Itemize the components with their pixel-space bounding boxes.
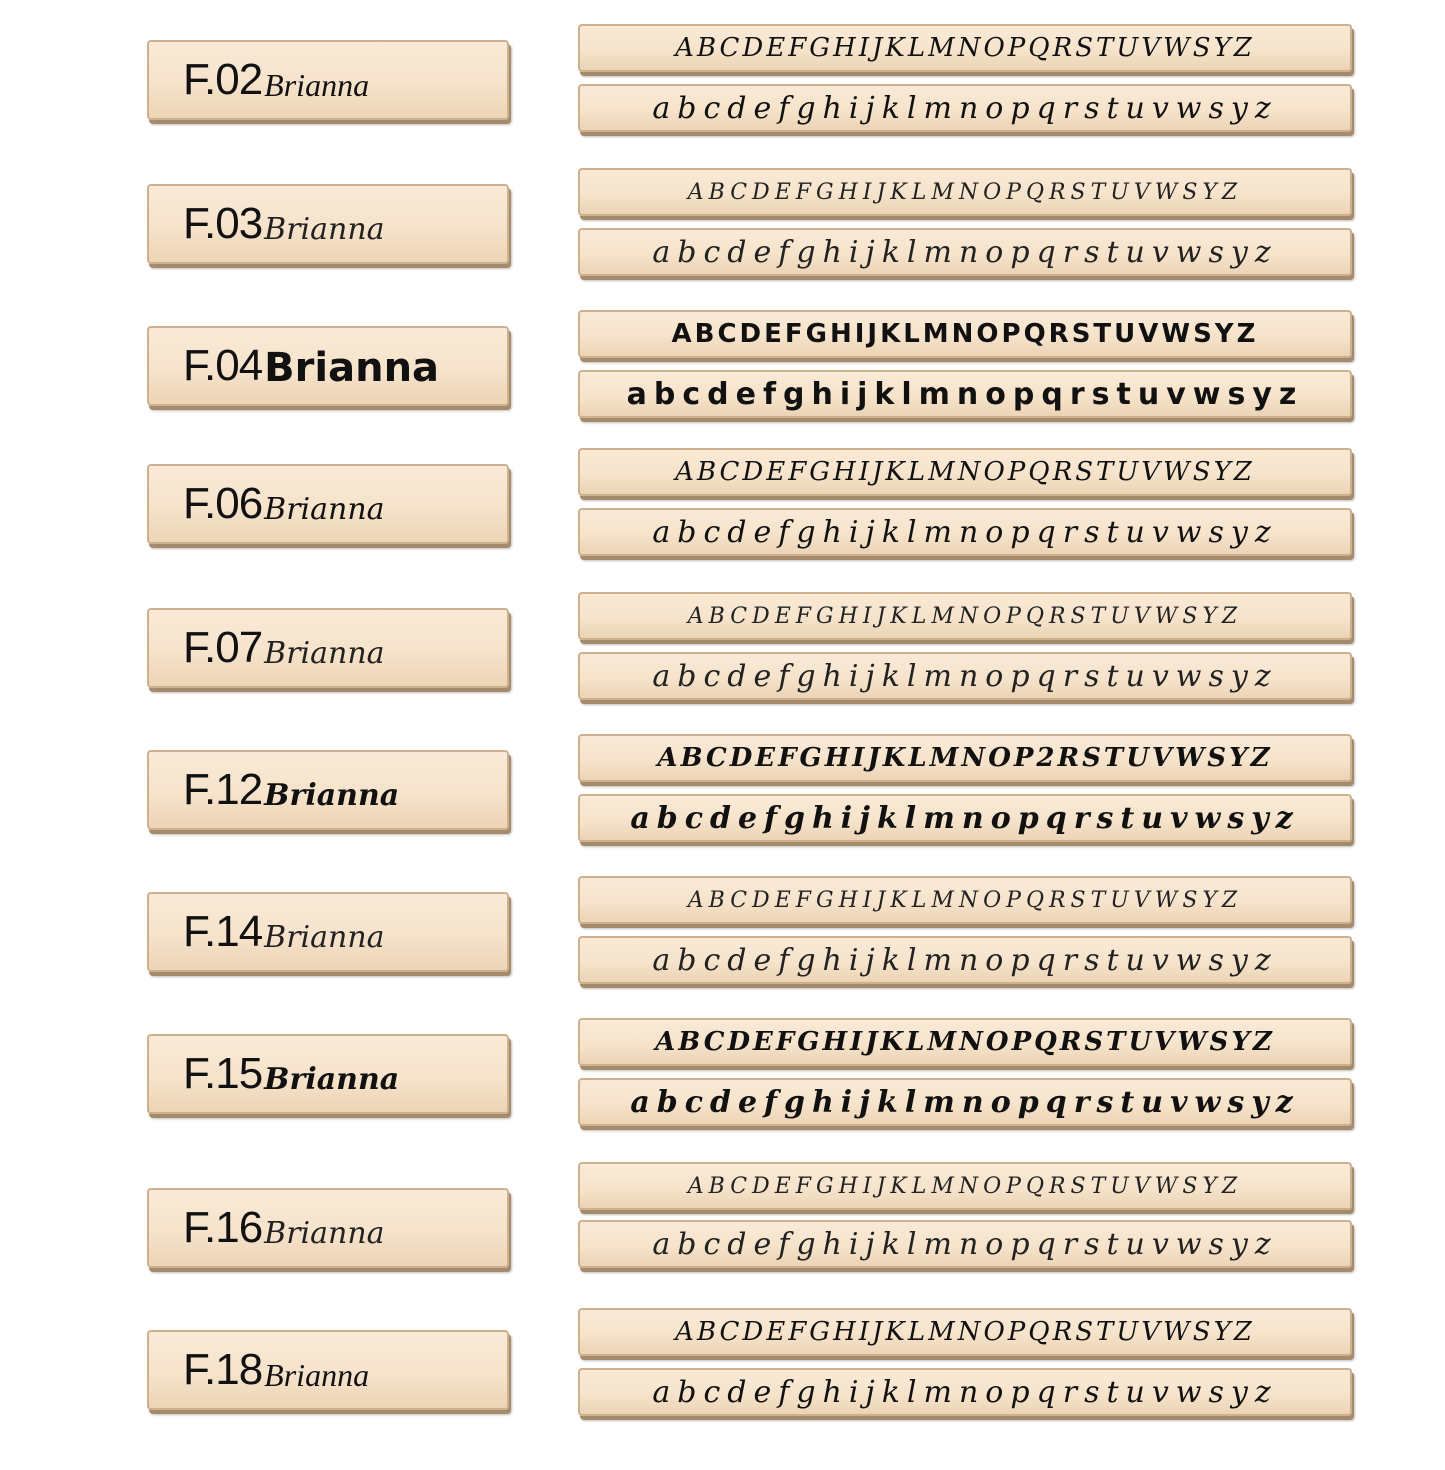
lowercase-strip <box>578 1368 1352 1416</box>
name-sample: Brianna <box>264 211 385 247</box>
lowercase-strip <box>578 508 1352 556</box>
lowercase-alphabet: abcdefghijklmnopqrstuvwsyz <box>652 658 1278 694</box>
font-option-f16[interactable] <box>0 1173 1445 1328</box>
uppercase-alphabet: ABCDEFGHIJKLMNOPQRSTUVWSYZ <box>675 33 1255 63</box>
font-code: F.14 <box>183 907 263 956</box>
name-preview-plate[interactable] <box>147 608 509 688</box>
lowercase-strip <box>578 370 1352 418</box>
name-sample: Brianna <box>264 491 385 527</box>
uppercase-strip <box>578 1018 1352 1066</box>
font-code: F.15 <box>183 1049 263 1098</box>
lowercase-alphabet: abcdefghijklmnopqrstuvwsyz <box>652 234 1278 270</box>
uppercase-alphabet: ABCDEFGHIJKLMNOPQRSTUVWSYZ <box>687 179 1243 205</box>
uppercase-strip <box>578 734 1352 782</box>
lowercase-strip <box>578 1220 1352 1268</box>
font-option-f03[interactable] <box>0 179 1445 324</box>
name-sample: Brianna <box>264 919 385 955</box>
uppercase-alphabet: ABCDEFGHIJKLMNOPQRSTUVWSYZ <box>671 319 1259 349</box>
font-code: F.07 <box>183 623 263 672</box>
font-option-f18[interactable] <box>0 1317 1445 1470</box>
lowercase-strip <box>578 936 1352 984</box>
uppercase-alphabet: ABCDEFGHIJKLMNOPQRSTUVWSYZ <box>687 603 1243 629</box>
font-option-f02[interactable] <box>0 33 1445 180</box>
font-option-f04[interactable] <box>0 319 1445 466</box>
font-code: F.12 <box>183 765 263 814</box>
uppercase-alphabet: ABCDEFGHIJKLMNOPQRSTUVWSYZ <box>687 887 1243 913</box>
name-sample: Brianna <box>264 1356 370 1393</box>
name-sample: Brianna <box>264 1215 385 1251</box>
font-option-f06[interactable] <box>0 457 1445 604</box>
name-preview-plate[interactable] <box>147 184 509 264</box>
uppercase-strip <box>578 876 1352 924</box>
font-code: F.18 <box>183 1345 263 1394</box>
uppercase-strip <box>578 592 1352 640</box>
font-code: F.03 <box>183 199 263 248</box>
lowercase-strip <box>578 1078 1352 1126</box>
lowercase-alphabet: abcdefghijklmnopqrstuvwsyz <box>652 90 1278 126</box>
name-preview-plate[interactable] <box>147 326 509 406</box>
uppercase-strip <box>578 448 1352 496</box>
font-option-f12[interactable] <box>0 743 1445 890</box>
lowercase-strip <box>578 652 1352 700</box>
name-sample: Brianna <box>264 635 385 671</box>
name-sample: Brianna <box>264 345 440 391</box>
uppercase-alphabet: ABCDEFGHIJKLMNOP2RSTUVWSYZ <box>657 743 1273 773</box>
name-preview-plate[interactable] <box>147 1034 509 1114</box>
font-option-f14[interactable] <box>0 887 1445 1032</box>
name-preview-plate[interactable] <box>147 464 509 544</box>
lowercase-alphabet: abcdefghijklmnopqrstuvwsyz <box>630 800 1300 836</box>
lowercase-alphabet: abcdefghijklmnopqrstuvwsyz <box>652 514 1278 550</box>
name-preview-plate[interactable] <box>147 1188 509 1268</box>
lowercase-alphabet: abcdefghijklmnopqrstuvwsyz <box>630 1084 1300 1120</box>
name-sample: Brianna <box>264 777 400 813</box>
font-code: F.02 <box>183 55 263 104</box>
lowercase-alphabet: abcdefghijklmnopqrstuvwsyz <box>652 1226 1278 1262</box>
lowercase-alphabet: abcdefghijklmnopqrstuvwsyz <box>652 942 1278 978</box>
uppercase-alphabet: ABCDEFGHIJKLMNOPQRSTUVWSYZ <box>675 457 1255 487</box>
uppercase-strip <box>578 1162 1352 1210</box>
lowercase-strip <box>578 84 1352 132</box>
uppercase-strip <box>578 1308 1352 1356</box>
name-sample: Brianna <box>264 1061 400 1097</box>
uppercase-strip <box>578 168 1352 216</box>
name-preview-plate[interactable] <box>147 1330 509 1410</box>
uppercase-strip <box>578 310 1352 358</box>
lowercase-alphabet: abcdefghijklmnopqrstuvwsyz <box>626 376 1304 412</box>
lowercase-alphabet: abcdefghijklmnopqrstuvwsyz <box>652 1374 1278 1410</box>
lowercase-strip <box>578 794 1352 842</box>
font-code: F.16 <box>183 1203 263 1252</box>
name-preview-plate[interactable] <box>147 40 509 120</box>
uppercase-strip <box>578 24 1352 72</box>
font-option-f15[interactable] <box>0 1027 1445 1174</box>
name-preview-plate[interactable] <box>147 750 509 830</box>
uppercase-alphabet: ABCDEFGHIJKLMNOPQRSTUVWSYZ <box>655 1027 1275 1057</box>
font-code: F.06 <box>183 479 263 528</box>
name-sample: Brianna <box>264 66 370 103</box>
font-code: F.04 <box>183 341 263 390</box>
font-option-f07[interactable] <box>0 603 1445 748</box>
uppercase-alphabet: ABCDEFGHIJKLMNOPQRSTUVWSYZ <box>675 1317 1255 1347</box>
name-preview-plate[interactable] <box>147 892 509 972</box>
uppercase-alphabet: ABCDEFGHIJKLMNOPQRSTUVWSYZ <box>687 1173 1243 1199</box>
lowercase-strip <box>578 228 1352 276</box>
